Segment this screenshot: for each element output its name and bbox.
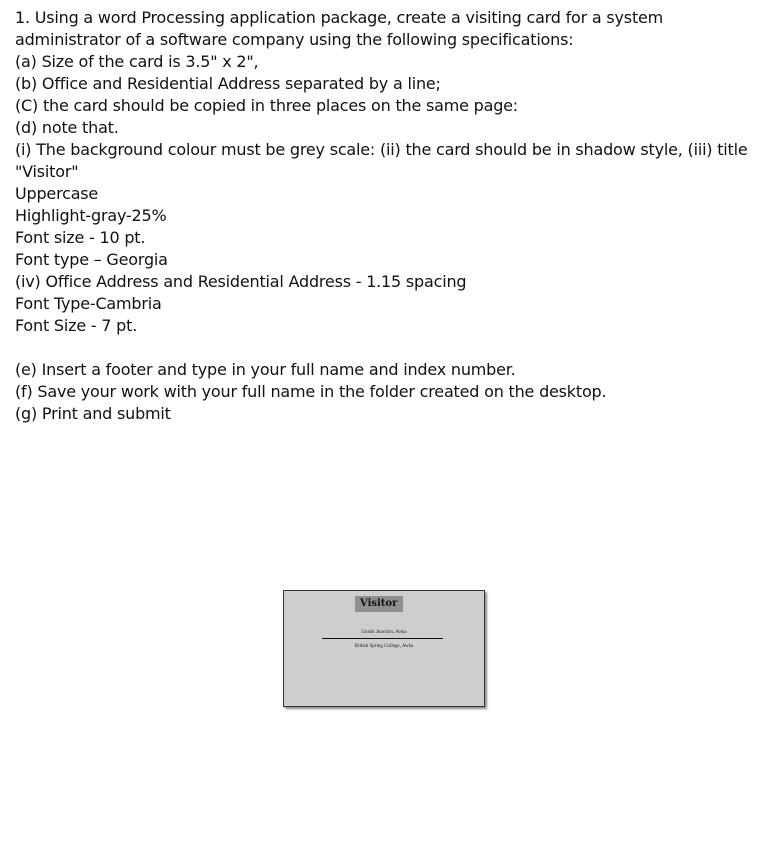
instructions-text xyxy=(15,7,755,425)
card-title: Visitor xyxy=(355,596,403,612)
instruction-line: Font Type-Cambria xyxy=(15,294,162,313)
instruction-line: (e) Insert a footer and type in your full name and index number. xyxy=(15,360,516,379)
instruction-line: (i) The background colour must be grey scale: (ii) the card should be in shadow style, (iii) title "Visitor" xyxy=(15,140,753,181)
instruction-line: (g) Print and submit xyxy=(15,404,171,423)
office-address: Unisik Junction, Awka xyxy=(361,630,407,635)
instruction-line: Font size - 10 pt. xyxy=(15,228,146,247)
visiting-card xyxy=(283,590,485,707)
instruction-line: (f) Save your work with your full name in the folder created on the desktop. xyxy=(15,382,607,401)
instruction-line: 1. Using a word Processing application package, create a visiting card for a system administrator of a software company using the following specifications: xyxy=(15,8,668,49)
instruction-line: Font Size - 7 pt. xyxy=(15,316,138,335)
instruction-line: (C) the card should be copied in three places on the same page: xyxy=(15,96,519,115)
instruction-line: (b) Office and Residential Address separated by a line; xyxy=(15,74,441,93)
address-divider xyxy=(322,638,443,639)
instruction-line: Uppercase xyxy=(15,184,99,203)
residential-address: British Spring College, Awka xyxy=(354,644,414,649)
instruction-line: Highlight-gray-25% xyxy=(15,206,167,225)
blank-line xyxy=(15,337,755,359)
instruction-line: Font type – Georgia xyxy=(15,250,168,269)
instruction-line: (iv) Office Address and Residential Address - 1.15 spacing xyxy=(15,272,467,291)
instruction-line: (d) note that. xyxy=(15,118,119,137)
instruction-line: (a) Size of the card is 3.5" x 2", xyxy=(15,52,259,71)
